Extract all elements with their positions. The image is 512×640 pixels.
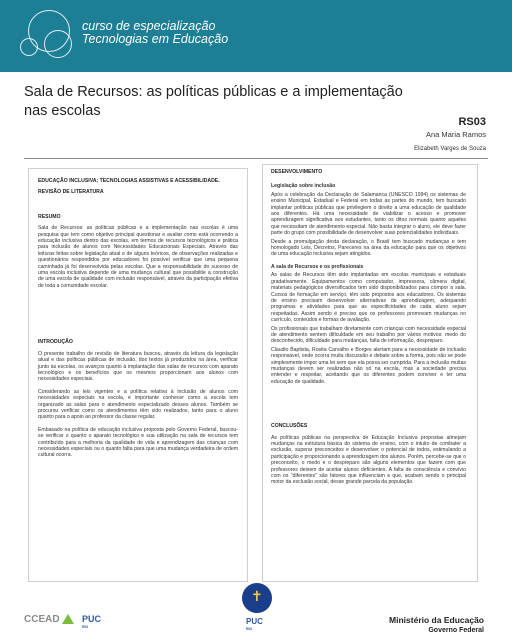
desenvolvimento-heading: DESENVOLVIMENTO <box>271 169 323 175</box>
brand-line-1: curso de especialização <box>82 19 216 33</box>
left-column <box>38 178 238 461</box>
resumo-heading: RESUMO <box>38 213 61 220</box>
government-name: Governo Federal <box>428 627 484 634</box>
legislacao-paragraph-1: Após a celebração da Declaração de Salamanca (UNESCO 1994) os sistemas de ensino Municipal, Estadual e Federal em todas as partes do mundo, tem buscado implantar políticas públicas que privilegiem o direito a uma educação de qualidade aos diferentes. Há uma necessidade de viabilizar o acesso e promover aprendizagem significativa aos estudantes, tanto os ditos normais quanto aqueles que necessitam de atendimento especial. Não basta integrar o aluno, ele deve fazer parte do grupo com possibilidade de desenvolver suas potencialidades individuais. <box>271 191 466 237</box>
puc-crest-icon <box>242 583 272 613</box>
ccead-logo: CCEAD <box>24 614 60 625</box>
sala-paragraph-1: As salas de Recursos têm sido implantadas em escolas municipais e estaduais gradativamente. Equipamentos como computador, impressora, câmera digital, materiais pedagógicos diversificados tem sido disponibilizados para compor a sala. Cursos de formação em serviço, têm sido propostos aos educadores. Os sistemas de ensino precisam desenvolver alternativas de aprendizagem, adequando programas e atividades para que as especificidades de cada aluno sejam respeitadas. Assim sendo é preciso que os professores promovam mudanças no currículo, conteúdos e formas de avaliação. <box>271 272 466 324</box>
author-1: Ana Maria Ramos <box>425 130 486 139</box>
legislacao-heading: Legislação sobre inclusão <box>271 183 336 190</box>
puc-rio-center-logo <box>246 617 263 631</box>
logo-circle-tiny <box>20 38 38 56</box>
logo-circle-small <box>44 30 72 58</box>
puc-center-text: PUC <box>246 617 263 626</box>
resumo-text: Sala de Recursos: as políticas públicas e a implementação nas escolas é uma pesquisa que tem como objetivo principal questionar e avaliar como está ocorrendo a educação inclusiva dentro das escolas, em termos de recursos tecnológicos e prática para inclusão de alunos com Necessidades Educacionais Especiais. Através das leituras feitas sobre legislação atual e de alguns teóricos, de observações realizadas e questionários respondidos por educadores foi possível verificar que uma pequena caminhada já foi desenvolvida pelas escolas. Que a responsabilidade do sucesso de uma escola inclusiva depende de uma mudança cultural que possibilite a construção de uma escola de qualidade com inclusão responsável, através da participação efetiva de toda a comunidade escolar. <box>38 225 238 289</box>
conclusoes-heading: CONCLUSÕES <box>271 423 308 430</box>
intro-paragraph-1: O presente trabalho de revisão de literatura buscou, através da leitura da legislação atual e das políticas públicas de inclusão, dos textos já produzidos na área, verificar junto às escolas, os avanços quanto à implantação das salas de recursos com aparato tecnológico e os benefícios que os mesmos proporcionam aos alunos com necessidades especiais. <box>38 350 238 383</box>
puc-text: PUC <box>82 614 102 624</box>
author-2: Elizabeth Varges de Souza <box>414 146 486 152</box>
ministry-name: Ministério da Educação <box>389 615 484 625</box>
header-rule <box>24 158 488 159</box>
intro-paragraph-2: Considerando as leis vigentes e a política relativa à inclusão de alunos com necessidades especiais na escola, é importante conhecer como a escola tem organizado as salas para o atendimento especializado desses alunos. Também se procurou verificar como os atendimentos têm sido realizados, tanto para o aluno quanto para o apoio ao professor da classe regular. <box>38 388 238 421</box>
article-type: REVISÃO DE LITERATURA <box>38 189 104 196</box>
keywords: EDUCAÇÃO INCLUSIVA; TECNOLOGIAS ASSISTIVAS E ACESSIBILIDADE. <box>38 178 220 184</box>
conclusoes-text: As políticas públicas na perspectiva de Educação Inclusiva propostas almejam mudanças na estrutura básica do sistema de ensino, com o intuito de combater a exclusão, superar preconceitos e desenvolver o potencial de todos, estimulando a participação e proporcionando a aprendizagem dos alunos. Porém, percebe-se que o preconceito, o medo e o despreparo são alguns elementos que fazem com que professores deixem de aceitar alunos deficientes. A falta de consciência e convívio com os "diferentes" são fatores que influenciam e que, acabam sendo o principal motor da exclusão social, desse grande parcela da população. <box>271 434 466 486</box>
rio-center-text: RIO <box>246 627 253 631</box>
intro-heading: INTRODUÇÃO <box>38 339 73 346</box>
sala-paragraph-3: Claudio Baptista, Rosita Carvalho e Borges alertam para a necessidade de inclusão responsável, onde ocorra muita discussão e debate sobre a forma, pois não se pode simplesmente impor uma lei sem que ela possa ser cumprida. Para a inclusão muitas mudanças devem ser realizadas não só na escola, mas a sociedade precisa entender e respeitar, aceitando que os diferentes podem conviver e ter uma educação de qualidade. <box>271 346 466 385</box>
header-banner <box>0 0 512 72</box>
sala-heading: A sala de Recursos e os profissionais <box>271 263 364 270</box>
puc-rio-logo <box>82 614 101 629</box>
legislacao-paragraph-2: Desde a promulgação desta declaração, o Brasil tem buscado mudanças e tem homologado Leis, Decretos, Pareceres na área da educação para que os objetivos de uma educação inclusiva sejam atingidos. <box>271 238 466 258</box>
brand-line-2: Tecnologias em Educação <box>82 32 229 46</box>
rio-text: RIO <box>82 625 89 629</box>
intro-paragraph-3: Embasado na política de educação inclusiva proposta pelo Governo Federal, buscou-se verificar o quanto o aparato tecnológico e sua utilização na sala de recursos tem contribuído para a melhoria da qualidade de vida e aprendizagem das crianças com necessidades especiais ou o quanto falta para que uma mudança verdadeira de ordem cultural ocorra. <box>38 426 238 459</box>
article-title: Sala de Recursos: as políticas públicas e a implementação nas escolas <box>24 84 403 119</box>
article-code: RS03 <box>458 116 486 128</box>
play-triangle-icon <box>62 614 74 624</box>
course-brand <box>82 20 228 46</box>
right-column <box>271 169 466 488</box>
sala-paragraph-2: Os profissionais que trabalham diretamente com crianças com necessidade especial de atendimento sentem dificuldade em seu trabalho por vários motivos: medo do desconhecido, dificuldade para mudanças, falta de informação, despreparo. <box>271 325 466 345</box>
